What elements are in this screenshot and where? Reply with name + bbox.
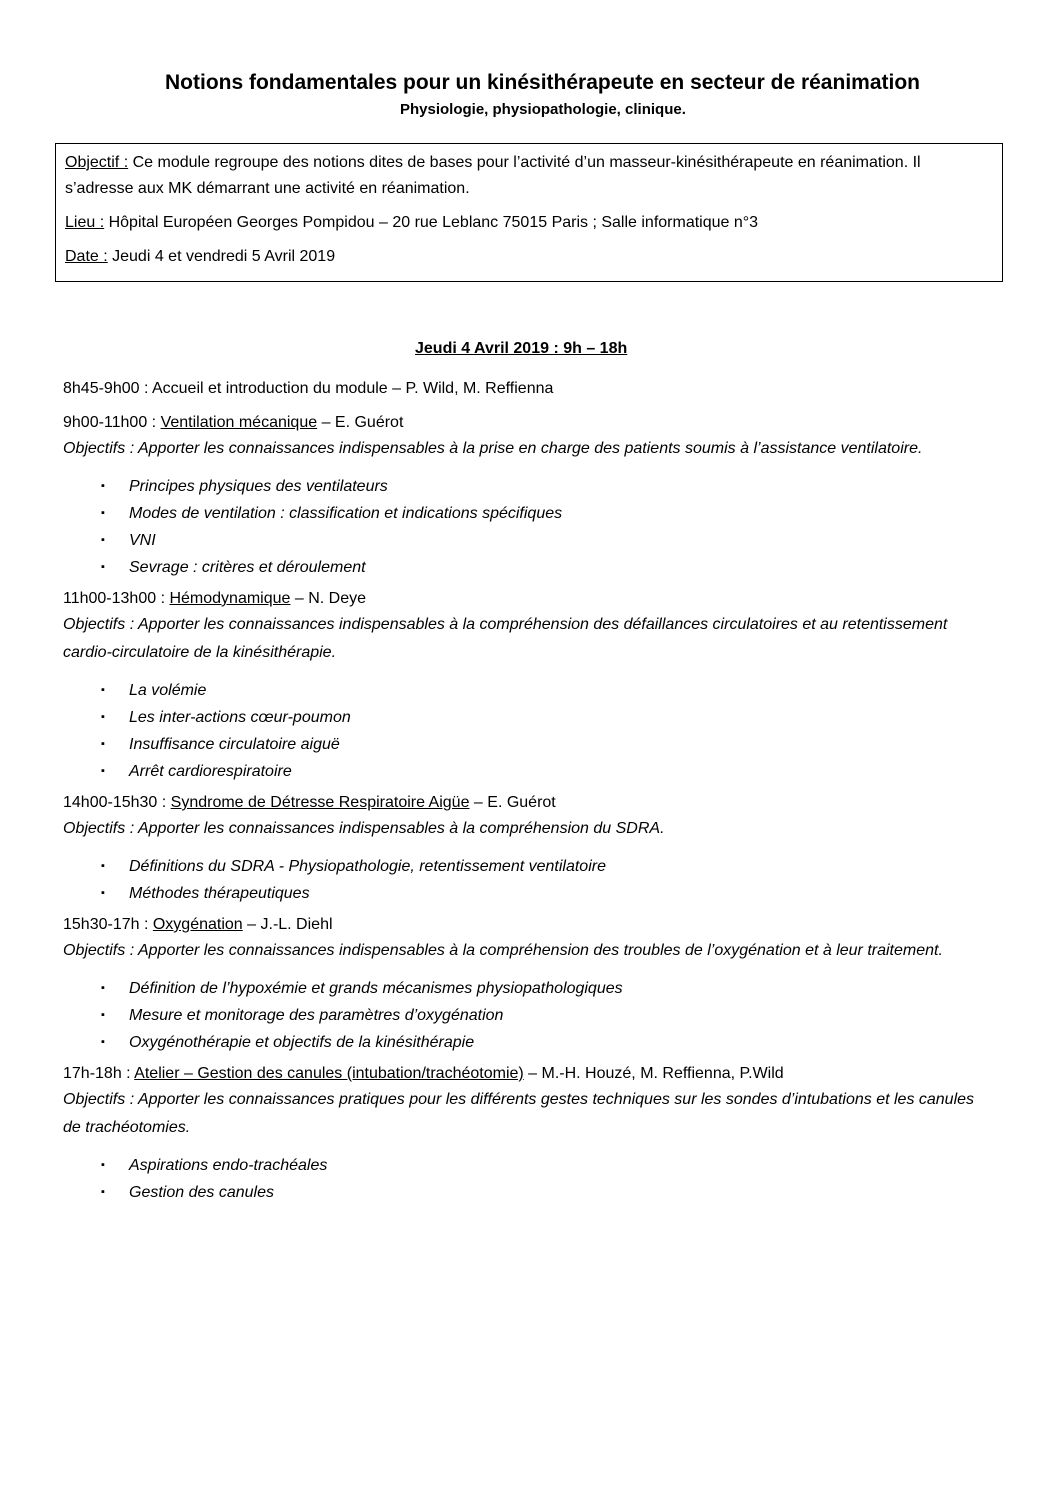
bullet-icon: ▪	[101, 1009, 105, 1021]
list-item-text: Modes de ventilation : classification et indications spécifiques	[129, 505, 563, 522]
list-item-text: Sevrage : critères et déroulement	[129, 559, 366, 576]
list-item-text: Gestion des canules	[129, 1184, 274, 1201]
location-paragraph	[65, 210, 993, 236]
session-header	[63, 913, 993, 937]
session-time: 9h00-11h00 :	[63, 414, 161, 431]
session-topic: Atelier – Gestion des canules (intubation/trachéotomie)	[134, 1065, 524, 1082]
session-topic-list	[63, 975, 993, 1056]
session-header	[63, 411, 993, 435]
list-item-text: Insuffisance circulatoire aiguë	[129, 736, 340, 753]
session-speakers: – E. Guérot	[469, 794, 556, 811]
location-text: Hôpital Européen Georges Pompidou – 20 rue Leblanc 75015 Paris ; Salle informatique n°3	[104, 214, 759, 231]
objective-label: Objectif :	[65, 154, 129, 171]
session-speakers: – M.-H. Houzé, M. Reffienna, P.Wild	[523, 1065, 784, 1082]
list-item-text: Définition de l’hypoxémie et grands mécanismes physiopathologiques	[129, 980, 623, 997]
session-header	[63, 791, 993, 815]
session-objective: Objectifs : Apporter les connaissances indispensables à la prise en charge des patients soumis à l’assistance ventilatoire.	[63, 440, 923, 457]
bullet-icon: ▪	[101, 1159, 105, 1171]
session-block	[63, 913, 993, 1056]
list-item	[63, 677, 993, 704]
session-speakers: – P. Wild, M. Reffienna	[387, 380, 554, 397]
date-text: Jeudi 4 et vendredi 5 Avril 2019	[107, 248, 336, 265]
session-speakers: – J.-L. Diehl	[242, 916, 333, 933]
list-item-text: Définitions du SDRA - Physiopathologie, retentissement ventilatoire	[129, 858, 606, 875]
session-time: 14h00-15h30 :	[63, 794, 171, 811]
date-label: Date :	[65, 248, 108, 265]
list-item	[63, 1029, 993, 1056]
list-item	[63, 527, 993, 554]
session-time: 11h00-13h00 :	[63, 590, 170, 607]
session-topic-list	[63, 853, 993, 907]
module-info-box	[55, 143, 1003, 282]
list-item	[63, 853, 993, 880]
objective-text: Ce module regroupe des notions dites de bases pour l’activité d’un masseur-kinésithérapeute en réanimation. Il s’adresse aux MK démarrant une activité en réanimation.	[65, 154, 921, 197]
session-objective: Objectifs : Apporter les connaissances indispensables à la compréhension des troubles de l’oxygénation et à leur traitement.	[63, 942, 943, 959]
date-paragraph	[65, 244, 993, 270]
session-topic: Accueil et introduction du module	[151, 380, 388, 397]
bullet-icon: ▪	[101, 534, 105, 546]
list-item	[63, 758, 993, 785]
session-header	[63, 587, 993, 611]
session-speakers: – N. Deye	[290, 590, 367, 607]
program-sessions	[63, 377, 993, 1212]
session-block	[63, 587, 993, 785]
list-item-text: Mesure et monitorage des paramètres d’oxygénation	[129, 1007, 504, 1024]
session-topic-list	[63, 677, 993, 785]
session-objective: Objectifs : Apporter les connaissances pratiques pour les différents gestes techniques sur les sondes d’intubations et les canules de trachéotomies.	[63, 1091, 975, 1136]
document-title: Notions fondamentales pour un kinésithérapeute en secteur de réanimation	[165, 71, 920, 94]
list-item	[63, 1002, 993, 1029]
session-time: 17h-18h :	[63, 1065, 135, 1082]
location-label: Lieu :	[65, 214, 105, 231]
session-objective: Objectifs : Apporter les connaissances indispensables à la compréhension du SDRA.	[63, 820, 665, 837]
list-item	[63, 1152, 993, 1179]
session-topic-list	[63, 1152, 993, 1206]
list-item-text: Méthodes thérapeutiques	[129, 885, 310, 902]
day-heading: Jeudi 4 Avril 2019 : 9h – 18h	[415, 340, 628, 357]
session-block	[63, 377, 993, 411]
session-header	[63, 1062, 993, 1086]
bullet-icon: ▪	[101, 684, 105, 696]
objective-paragraph	[65, 150, 993, 202]
session-time: 15h30-17h :	[63, 916, 153, 933]
list-item	[63, 704, 993, 731]
bullet-icon: ▪	[101, 860, 105, 872]
list-item-text: Les inter-actions cœur-poumon	[129, 709, 351, 726]
session-topic: Ventilation mécanique	[160, 414, 318, 431]
document-subtitle: Physiologie, physiopathologie, clinique.	[400, 101, 686, 118]
session-block	[63, 1062, 993, 1206]
list-item	[63, 731, 993, 758]
session-header	[63, 377, 993, 401]
bullet-icon: ▪	[101, 1186, 105, 1198]
bullet-icon: ▪	[101, 982, 105, 994]
session-time: 8h45-9h00 :	[63, 380, 152, 397]
session-spacer	[63, 401, 993, 411]
list-item	[63, 500, 993, 527]
session-objective: Objectifs : Apporter les connaissances indispensables à la compréhension des défaillances circulatoires et au retentissement cardio-circulatoire de la kinésithérapie.	[63, 616, 948, 661]
session-topic-list	[63, 473, 993, 581]
bullet-icon: ▪	[101, 561, 105, 573]
list-item-text: VNI	[129, 532, 156, 549]
list-item	[63, 880, 993, 907]
list-item	[63, 473, 993, 500]
bullet-icon: ▪	[101, 480, 105, 492]
session-speakers: – E. Guérot	[317, 414, 404, 431]
list-item	[63, 554, 993, 581]
list-item-text: Arrêt cardiorespiratoire	[129, 763, 292, 780]
bullet-icon: ▪	[101, 738, 105, 750]
list-item	[63, 1179, 993, 1206]
session-block	[63, 411, 993, 581]
session-block	[63, 791, 993, 907]
session-topic: Syndrome de Détresse Respiratoire Aigüe	[170, 794, 470, 811]
list-item-text: Oxygénothérapie et objectifs de la kinésithérapie	[129, 1034, 475, 1051]
list-item-text: La volémie	[129, 682, 207, 699]
bullet-icon: ▪	[101, 507, 105, 519]
list-item-text: Aspirations endo-trachéales	[129, 1157, 328, 1174]
list-item	[63, 975, 993, 1002]
bullet-icon: ▪	[101, 887, 105, 899]
bullet-icon: ▪	[101, 765, 105, 777]
list-item-text: Principes physiques des ventilateurs	[129, 478, 388, 495]
session-topic: Oxygénation	[152, 916, 243, 933]
session-topic: Hémodynamique	[169, 590, 291, 607]
bullet-icon: ▪	[101, 711, 105, 723]
bullet-icon: ▪	[101, 1036, 105, 1048]
